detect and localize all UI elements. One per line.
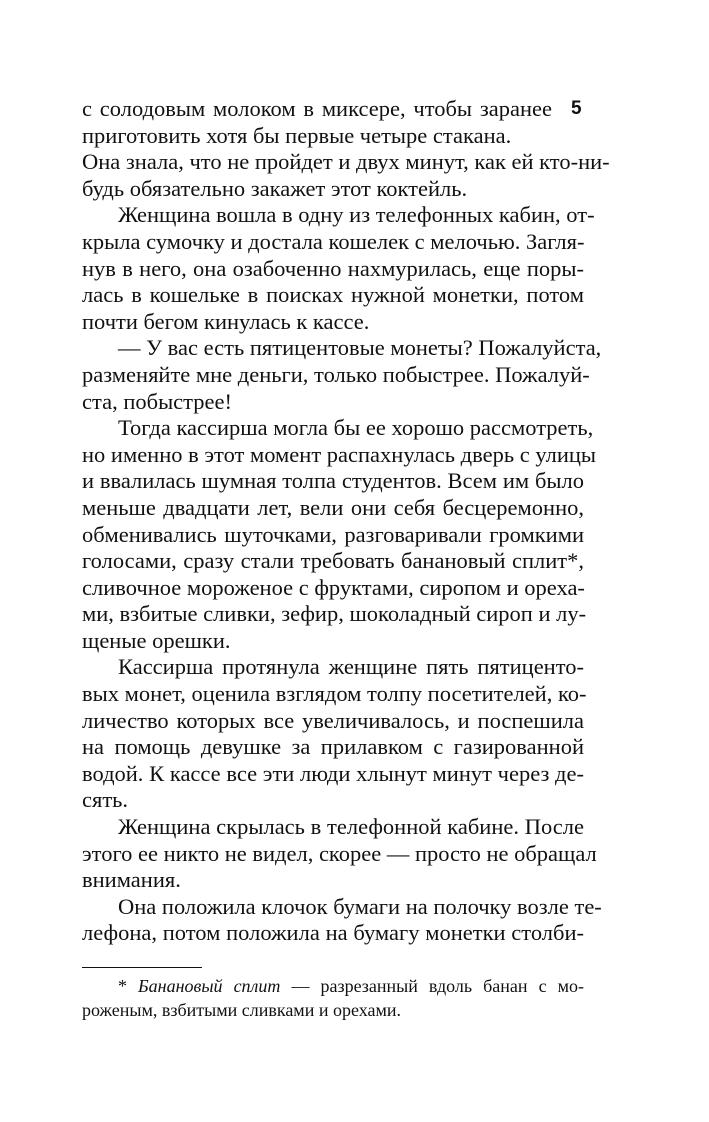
body-text — [82, 96, 610, 947]
text-line: крыла сумочку и достала кошелек с мелочью. Загля- — [82, 228, 585, 254]
text-line: сливочное мороженое с фруктами, сиропом и ореха- — [82, 574, 585, 600]
text-line: лась в кошельке в поисках нужной монетки, потом — [82, 282, 584, 308]
footnote-marker: * — [118, 976, 127, 996]
text-line: приготовить хотя бы первые четыре стакана. — [82, 122, 512, 148]
text-line: почти бегом кинулась к кассе. — [82, 308, 370, 334]
paragraph — [82, 335, 602, 415]
text-line: щеные орешки. — [82, 627, 231, 653]
text-line: с солодовым молоком в миксере, чтобы заранее — [82, 96, 552, 121]
page-number: 5 — [571, 98, 582, 119]
text-line: — У вас есть пятицентовые монеты? Пожалуйста, — [118, 335, 602, 361]
text-line: ми, взбитые сливки, зефир, шоколадный сироп и лу- — [82, 601, 587, 627]
text-line: этого ее никто не видел, скорее — просто не обращал — [82, 840, 597, 866]
text-line: Она знала, что не пройдет и двух минут, как ей кто-ни- — [82, 149, 610, 175]
text-line: личество которых все увеличивалось, и поспешила — [82, 707, 584, 733]
footnote-line — [82, 974, 584, 998]
footnote-divider — [82, 967, 202, 968]
text-line: внимания. — [82, 867, 181, 893]
text-line: Она положила клочок бумаги на полочку возле те- — [118, 893, 602, 919]
text-line: и ввалилась шумная толпа студентов. Всем им было — [82, 468, 584, 494]
footnote-line: роженым, взбитыми сливками и орехами. — [82, 1000, 401, 1020]
text-line: на помощь девушке за прилавком с газированной — [82, 734, 584, 760]
text-line: вых монет, оценила взглядом толпу посетителей, ко- — [82, 681, 587, 707]
text-line: лефона, потом положила на бумагу монетки столби- — [82, 920, 584, 946]
text-line: Женщина скрылась в телефонной кабине. После — [118, 814, 584, 840]
text-line: обменивались шуточками, разговаривали громкими — [82, 521, 584, 547]
text-line: будь обязательно закажет этот коктейль. — [82, 175, 468, 201]
paragraph — [82, 893, 602, 947]
text-line: сять. — [82, 787, 129, 813]
paragraph — [82, 814, 597, 894]
text-line: нув в него, она озабоченно нахмурилась, еще поры- — [82, 255, 584, 281]
footnote-term: Банановый сплит — [138, 976, 281, 996]
text-line: ста, побыстрее! — [82, 388, 232, 414]
text-line: но именно в этот момент распахнулась дверь с улицы — [82, 441, 597, 467]
footnote-definition: — разрезанный вдоль банан с мо- — [280, 976, 584, 996]
text-line: голосами, сразу стали требовать банановый сплит*, — [82, 548, 584, 574]
text-line: водой. К кассе все эти люди хлынут минут через де- — [82, 760, 584, 786]
text-line: Тогда кассирша могла бы ее хорошо рассмотреть, — [118, 415, 594, 441]
text-line: Женщина вошла в одну из телефонных кабин, от- — [118, 202, 595, 228]
footnote — [82, 974, 584, 1022]
paragraph — [82, 654, 587, 814]
text-line: Кассирша протянула женщине пять пятиценто- — [118, 654, 584, 680]
text-line: разменяйте мне деньги, только побыстрее. Пожалуй- — [82, 361, 590, 387]
text-line: меньше двадцати лет, вели они себя бесцеремонно, — [82, 494, 584, 520]
paragraph — [82, 96, 610, 202]
paragraph — [82, 415, 597, 654]
paragraph — [82, 202, 595, 335]
